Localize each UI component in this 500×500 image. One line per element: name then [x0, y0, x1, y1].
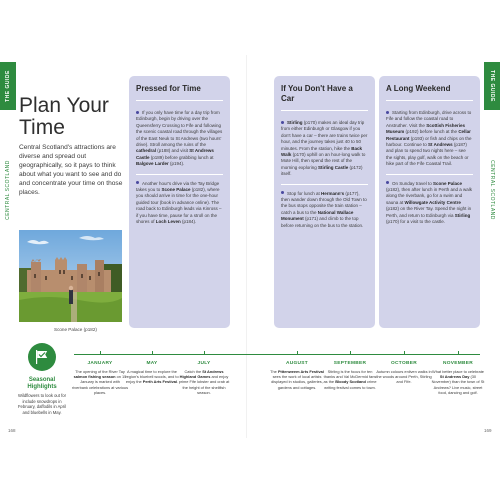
body-text: crime writing festival comes to town.	[324, 379, 377, 390]
card-item	[281, 120, 368, 185]
highlight-text: Scone Palace	[161, 187, 191, 193]
guide-tab-label: THE GUIDE	[5, 70, 11, 102]
month-name: MAY	[146, 361, 158, 366]
body-text: (p171) and climb to the top before returning on the bus to the station.	[281, 216, 364, 228]
month-entry	[376, 361, 432, 385]
seasonal-timeline	[74, 354, 480, 355]
body-text: (p170) uphill on an hour-long walk to Mote Hill, then spend the rest of the morning exploring	[281, 152, 366, 170]
photo-caption: Scone Palace (p182)	[54, 327, 97, 332]
body-text: The	[270, 369, 278, 374]
card-item	[386, 110, 473, 175]
body-text: Another hour's drive via the Tay Bridge takes you to	[136, 180, 220, 193]
highlight-text: St Andrews Castle	[136, 148, 214, 160]
month-name: JANUARY	[87, 361, 113, 366]
page-gutter	[246, 55, 247, 438]
highlight-text: St Andrews Highland Games	[179, 369, 224, 380]
timeline-tick	[100, 351, 101, 355]
body-text: (p182), where you should arrive in time for the one-hour guided tour (book in advance online). The road back to Edinburgh leads via Kinross – if you have time, pause for a stroll on the shores of	[136, 187, 222, 225]
bullet-icon	[281, 121, 284, 124]
guide-tab-label-right: THE GUIDE	[489, 70, 495, 102]
card-title: If You Don't Have a Car	[281, 84, 368, 111]
bullet-icon	[386, 181, 389, 184]
month-description	[430, 369, 486, 395]
body-text: Starting from Edinburgh, drive across to Fife and follow the coastal road to Anstruther. Visit the	[386, 110, 472, 128]
highlight-text: St Andrews	[428, 142, 453, 148]
timeline-tick	[297, 351, 298, 355]
month-name: OCTOBER	[391, 361, 417, 366]
month-description	[376, 369, 432, 385]
highlight-text: Scone Palace	[433, 180, 463, 186]
timeline-tick	[350, 351, 351, 355]
highlight-text: Scottish Fisheries Museum	[386, 122, 465, 135]
highlight-text: Cellar Restaurant	[386, 129, 471, 141]
body-text: (p170) for a visit to the castle.	[386, 219, 446, 225]
guide-tab-right	[484, 62, 500, 110]
highlight-text: Stirling Castle	[318, 164, 349, 170]
highlight-text: Willowgate Activity Centre	[404, 199, 461, 205]
body-text: (p188) and visit	[156, 148, 190, 154]
page-number-left: 168	[8, 428, 16, 433]
body-text: (p177), then wander down through the Old Town to the bus stops opposite the train station – catch a bus to the	[281, 190, 367, 215]
seasonal-highlights-description: Wildflowers to look out for include snowdrops in February, daffodils in April and bluebells in May.	[17, 393, 67, 415]
highlight-text: Bloody Scotland	[335, 379, 366, 385]
month-description	[124, 369, 180, 385]
body-text: (p189) before grabbing lunch at	[149, 154, 214, 160]
body-text: (p182) on the River Tay. Spend the night in Perth, and return to Edinburgh via	[386, 206, 472, 218]
month-entry	[72, 361, 128, 395]
bullet-icon	[136, 181, 139, 184]
page-title: Plan Your Time	[19, 94, 109, 139]
highlight-text: Back Walk	[281, 145, 363, 158]
card-title: A Long Weekend	[386, 84, 473, 101]
month-description	[72, 369, 128, 395]
month-entry	[269, 361, 325, 390]
highlight-text: Loch Leven	[155, 219, 181, 225]
month-entry	[176, 361, 232, 395]
body-text: Stirling is the focus for ten thanks and Val McDermid fans as the	[323, 369, 377, 385]
card-item	[386, 181, 473, 232]
card-item	[281, 191, 368, 235]
highlight-text: Stirling	[454, 212, 471, 218]
timeline-tick	[458, 351, 459, 355]
body-text: On Sunday travel to	[392, 180, 434, 186]
highlight-text: National Wallace Monument	[281, 209, 354, 222]
month-description	[322, 369, 378, 390]
highlight-text: Stirling	[287, 120, 303, 125]
body-text: Catch the	[184, 369, 203, 374]
body-text: (p193) or fish and chips on the harbour. Continue to	[386, 135, 472, 148]
body-text: (p172) itself.	[281, 164, 363, 177]
body-text: (p194).	[168, 161, 185, 167]
region-side-label-right	[484, 150, 500, 230]
body-text: .	[177, 379, 179, 385]
card-item	[136, 110, 223, 175]
month-entry	[430, 361, 486, 395]
body-text: Autumn colours enliven walks in the woods around Perth, Stirling and Fife.	[376, 369, 432, 385]
timeline-tick	[404, 351, 405, 355]
body-text: If you only have time for a day trip from Edinburgh, begin by driving over the Queensferry Crossing to Fife and following the scenic coastal road through the villages of the East Neuk to St Andrews (two hours' drive). Stroll among the ruins of the	[136, 110, 223, 148]
highlight-text: cathedral	[136, 148, 157, 154]
body-text: on 15 January is marked with riverbank celebrations at various places.	[72, 374, 129, 395]
bullet-icon	[386, 111, 389, 114]
bullet-icon	[281, 191, 284, 194]
timeline-tick	[204, 351, 205, 355]
month-name: JULY	[197, 361, 211, 366]
month-description	[269, 369, 325, 390]
highlight-text: Pittenweem Arts Festival	[277, 369, 324, 374]
seasonal-highlights-title: Seasonal Highlights	[27, 377, 57, 390]
body-text: Stop for lunch at	[287, 190, 322, 196]
month-description	[176, 369, 232, 395]
body-text: (p192) before lunch at the	[404, 129, 459, 135]
body-text: (p187) and plan to spend two nights here – see the sights, play golf, walk on the beach or hike part of the Fife Coastal Trail.	[386, 142, 469, 167]
highlight-text: salmon fishing season	[73, 374, 116, 380]
highlight-text: Balgove Larder	[136, 161, 169, 167]
region-side-label-text-right: CENTRAL SCOTLAND	[489, 160, 495, 220]
region-side-label-text: CENTRAL SCOTLAND	[5, 160, 11, 220]
body-text: (30 November) than the town of St Andrews? Live music, street food, dancing and golf.	[431, 374, 485, 395]
card-item	[136, 181, 223, 232]
highlight-text: Perth Arts Festival	[142, 379, 178, 385]
timeline-tick	[152, 351, 153, 355]
body-text: The opening of the River Tay	[75, 369, 125, 374]
highlight-text: St Andrews Day	[439, 374, 470, 380]
body-text: What better place to celebrate	[432, 369, 484, 374]
highlight-text: Hermann's	[321, 190, 345, 196]
body-text: and enjoy prime Fife lobster and crab at the height of the shellfish season.	[178, 374, 230, 395]
intro-paragraph: Central Scotland's attractions are diverse and spread out geographically, so it pays to think about what you want to see and do and concentrate your time on those places.	[19, 144, 123, 196]
body-text: A magical time to explore the region's bluebell woods, and to enjoy the	[125, 369, 179, 385]
page-number-right: 169	[484, 428, 492, 433]
month-name: AUGUST	[285, 361, 309, 366]
month-name: NOVEMBER	[442, 361, 474, 366]
bullet-icon	[136, 111, 139, 114]
card-title: Pressed for Time	[136, 84, 223, 101]
month-entry	[322, 361, 378, 390]
body-text: (p184).	[180, 219, 197, 225]
month-entry	[124, 361, 180, 385]
body-text: (p182), then after lunch in Perth and a walk along the riverbank, go for a swim and sauna at	[386, 187, 473, 205]
body-text: sees the work of local artists displayed in studios, galleries, gardens and cottages.	[271, 374, 323, 390]
body-text: (p170) makes an ideal day trip from either Edinburgh or Glasgow if you don't have a car – there are trains twice per hour, and the journey takes just 40 to 50 minutes. From the station, hike the	[281, 120, 368, 151]
itinerary-card	[379, 76, 480, 328]
itinerary-card	[274, 76, 375, 328]
itinerary-card	[129, 76, 230, 328]
month-name: SEPTEMBER	[333, 361, 367, 366]
